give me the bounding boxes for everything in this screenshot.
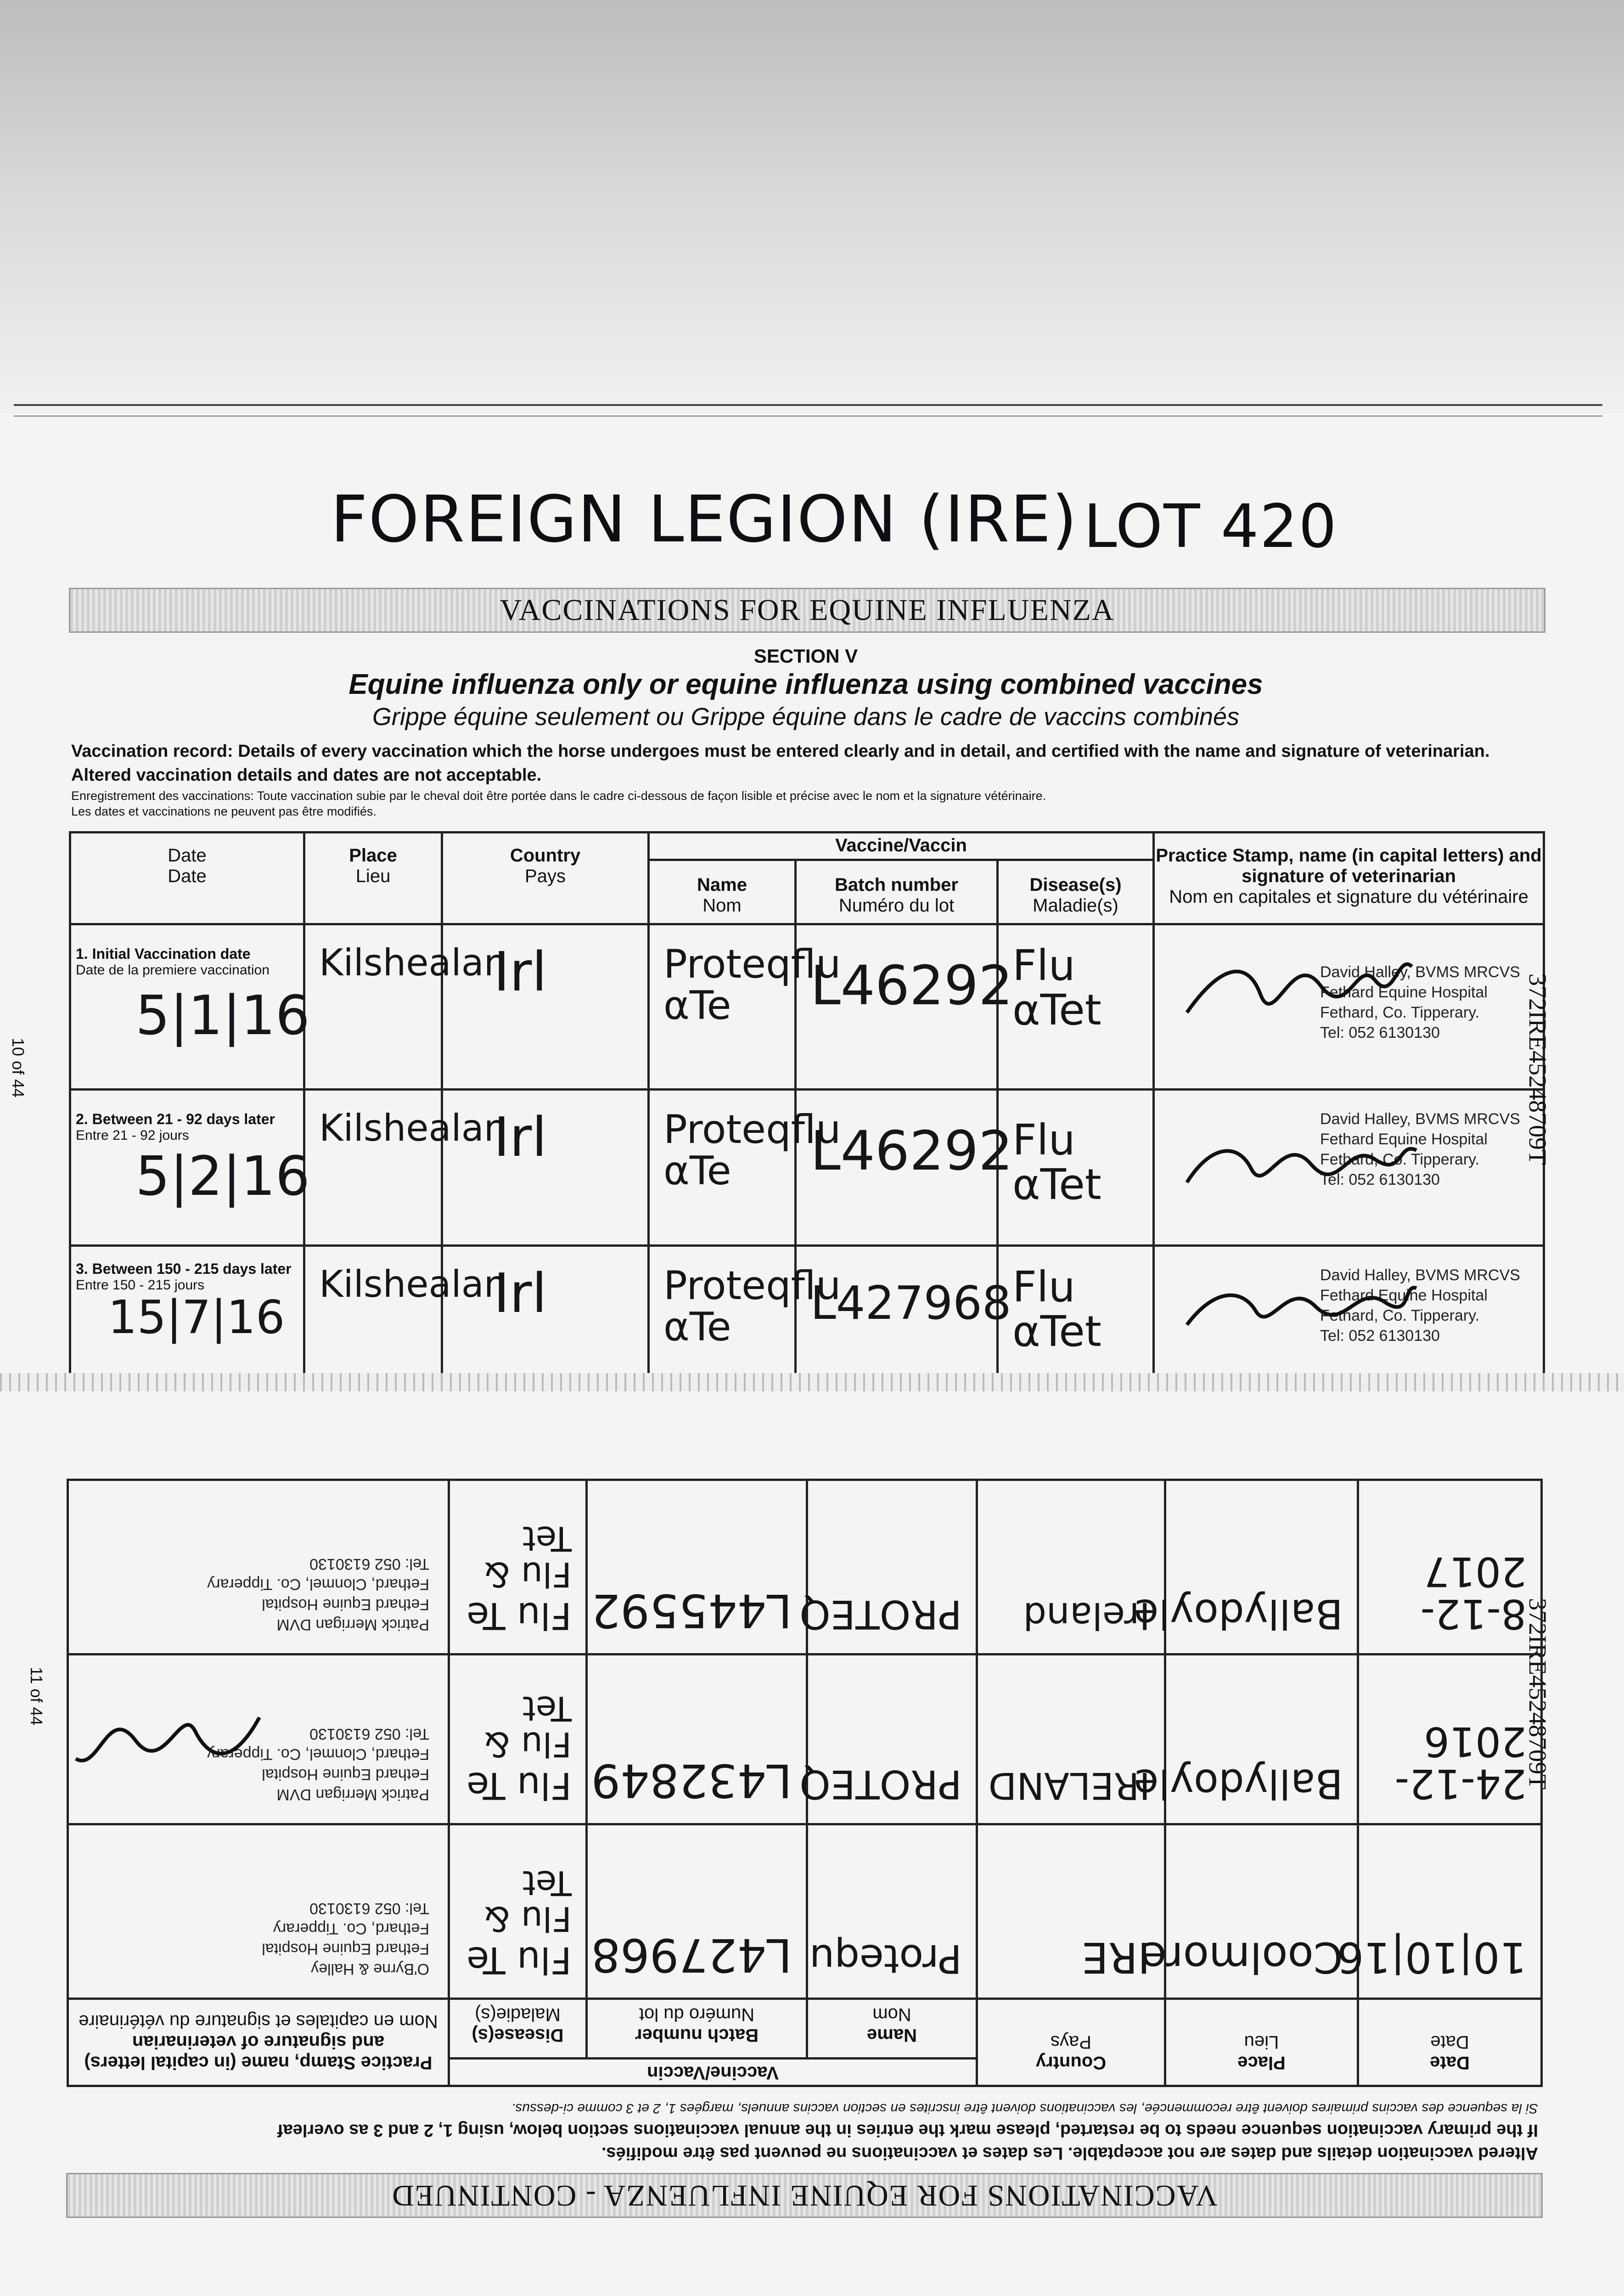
passport-id-lower: 372IRE45248709T: [1524, 1598, 1551, 1790]
vaccine-name-cell: Proteqflu αTe: [649, 924, 796, 1090]
header-name: Name Nom: [807, 1999, 977, 2059]
continued-warning-3: Si la sequence des vaccins primaires doivent être recommencée, les vaccinations doivent être inscrites en section vaccins annuels, margées 1, 2 et 3 comme ci-dessus.: [511, 2101, 1538, 2116]
vaccine-name-cell: PROTEQ: [807, 1480, 977, 1654]
disease-cell: Flu αTet: [998, 924, 1154, 1090]
place-cell: Ballydoyle: [1165, 1654, 1358, 1824]
handwritten-horse-name: FOREIGN LEGION (IRE): [331, 482, 1078, 557]
banner-title: VACCINATIONS FOR EQUINE INFLUENZA: [69, 588, 1545, 633]
continued-banner: VACCINATIONS FOR EQUINE INFLUENZA - CONTINUED: [66, 2173, 1543, 2218]
continued-section: [69, 1364, 1543, 2218]
practice-stamp: Patrick Merrigan DVM Fethard Equine Hospital Fethard, Clonmel, Co. Tipperary Tel: 052 6130130: [207, 1725, 429, 1803]
date-cell: 10|10|16: [1358, 1824, 1542, 1999]
signature-mark: [1182, 1261, 1421, 1343]
section-title-fr: Grippe équine seulement ou Grippe équine dans le cadre de vaccins combinés: [372, 703, 1240, 731]
vaccine-name-cell: Protequ: [807, 1824, 977, 1999]
place-cell: Ballydoyle: [1165, 1480, 1358, 1654]
handwritten-lot-number: LOT 420: [1084, 491, 1337, 561]
header-country: Country Pays: [977, 1999, 1165, 2086]
stamp-cell: [67, 1824, 449, 1999]
batch-cell: L432849: [587, 1654, 807, 1824]
page-number-lower: 11 of 44: [27, 1667, 46, 1726]
disease-cell: Flu αTet: [998, 1246, 1154, 1374]
signature-mark: [1182, 1114, 1421, 1205]
practice-stamp: David Halley, BVMS MRCVS Fethard Equine Hospital Fethard, Co. Tipperary. Tel: 052 6130130: [1320, 1110, 1520, 1188]
batch-cell: L427968: [587, 1824, 807, 1999]
instructions-en: Vaccination record: Details of every vaccination which the horse undergoes must be entered clearly and in detail, and certified with the name and signature of veterinarian. Altered vaccination details and dates are not acceptable.: [71, 742, 1490, 785]
fold-line: [14, 404, 1602, 406]
practice-stamp: David Halley, BVMS MRCVS Fethard Equine Hospital Fethard, Co. Tipperary. Tel: 052 6130130: [1320, 963, 1520, 1041]
signature-mark: [1182, 939, 1421, 1031]
stamp-cell: [67, 1654, 449, 1824]
table-row: [70, 924, 1544, 1090]
stamp-cell: [1154, 924, 1544, 1090]
header-disease: Disease(s) Maladie(s): [449, 1999, 586, 2059]
continued-warning-1: Altered vaccination details and dates are not acceptable. Les dates et vaccinations ne peuvent pas être modifiés.: [601, 2144, 1538, 2163]
date-cell: 8-12-2017: [1358, 1480, 1542, 1654]
scan-shadow: [0, 0, 1624, 413]
date-cell: 24-12-2016: [1358, 1654, 1542, 1824]
header-batch: Batch number Numéro du lot: [796, 860, 998, 924]
continued-warning-2: If the primary vaccination sequence needs to be restarted, please mark the entries in the annual vaccinations section below, using 1, 2 and 3 as overleaf: [277, 2121, 1538, 2140]
country-cell: IRE: [977, 1824, 1165, 1999]
stamp-cell: [67, 1480, 449, 1654]
header-vaccine: Vaccine/Vaccin: [449, 2059, 977, 2086]
table-row: [67, 1824, 1541, 1999]
country-cell: Ireland: [977, 1480, 1165, 1654]
signature-mark: [71, 1694, 264, 1795]
practice-stamp: David Halley, BVMS MRCVS Fethard Equine Hospital Fethard, Co. Tipperary. Tel: 052 6130130: [1320, 1266, 1520, 1345]
batch-cell: L46292: [796, 1090, 998, 1246]
section-number: SECTION V: [753, 645, 858, 667]
vaccine-name-cell: Proteqflu αTe: [649, 1246, 796, 1374]
page-number-upper: 10 of 44: [9, 1038, 28, 1098]
date-cell: 3. Between 150 - 215 days later Entre 150 - 215 jours 15|7|16: [70, 1246, 304, 1374]
batch-cell: L445592: [587, 1480, 807, 1654]
vaccination-table: [69, 831, 1545, 1375]
country-cell: IRELAND: [977, 1654, 1165, 1824]
disease-cell: Flu Te Flu & Tet: [449, 1824, 586, 1999]
disease-cell: Flu Te Flu & Tet: [449, 1480, 586, 1654]
disease-cell: Flu αTet: [998, 1090, 1154, 1246]
vaccine-name-cell: PROTEQ: [807, 1654, 977, 1824]
place-cell: Coolmore: [1165, 1824, 1358, 1999]
header-batch: Batch number Numéro du lot: [587, 1999, 807, 2059]
header-vaccine: Vaccine/Vaccin: [649, 833, 1154, 860]
disease-cell: Flu Te Flu & Tet: [449, 1654, 586, 1824]
header-disease: Disease(s) Maladie(s): [998, 860, 1154, 924]
header-date: Date Date: [1358, 1999, 1542, 2086]
instructions-fr-1: Enregistrement des vaccinations: Toute vaccination subie par le cheval doit être portée dans le cadre ci-dessous de façon lisible et précise avec le nom et la signature vétérinaire.: [71, 789, 1046, 803]
header-name: Name Nom: [649, 860, 796, 924]
continued-table: [67, 1479, 1543, 2087]
country-cell: Irl: [442, 924, 649, 1090]
passport-id-upper: 372IRE45248709T: [1524, 974, 1551, 1165]
table-row: [70, 1090, 1544, 1246]
stamp-cell: [1154, 1246, 1544, 1374]
date-cell: 1. Initial Vaccination date Date de la premiere vaccination 5|1|16: [70, 924, 304, 1090]
place-cell: Kilshealan: [304, 924, 442, 1090]
stamp-cell: [1154, 1090, 1544, 1246]
instructions-fr-2: Les dates et vaccinations ne peuvent pas être modifiés.: [71, 805, 376, 818]
practice-stamp: Patrick Merrigan DVM Fethard Equine Hospital Fethard, Clonmel, Co. Tipperary Tel: 052 6130130: [207, 1555, 429, 1633]
place-cell: Kilshealan: [304, 1090, 442, 1246]
place-cell: Kilshealan: [304, 1246, 442, 1374]
table-row: [67, 1654, 1541, 1824]
header-place: Place Lieu: [1165, 1999, 1358, 2086]
country-cell: Irl: [442, 1090, 649, 1246]
table-row: [67, 1480, 1541, 1654]
table-row: [70, 1246, 1544, 1374]
header-place: Place Lieu: [304, 833, 442, 924]
header-stamp: Practice Stamp, name (in capital letters) and signature of veterinarian Nom en capitales et signature du vétérinaire: [1154, 833, 1544, 924]
header-date: Date Date: [70, 833, 304, 924]
vaccine-name-cell: Proteqflu αTe: [649, 1090, 796, 1246]
date-cell: 2. Between 21 - 92 days later Entre 21 - 92 jours 5|2|16: [70, 1090, 304, 1246]
header-country: Country Pays: [442, 833, 649, 924]
batch-cell: L427968: [796, 1246, 998, 1374]
practice-stamp: O'Byrne & Halley Fethard Equine Hospital Fethard, Co. Tipperary Tel: 052 6130130: [262, 1900, 429, 1978]
batch-cell: L46292: [796, 924, 998, 1090]
section-title-en: Equine influenza only or equine influenza using combined vaccines: [348, 669, 1263, 700]
header-stamp: Practice Stamp, name (in capital letters) and signature of veterinarian Nom en capitales et signature du vétérinaire: [67, 1999, 449, 2086]
country-cell: Irl: [442, 1246, 649, 1374]
